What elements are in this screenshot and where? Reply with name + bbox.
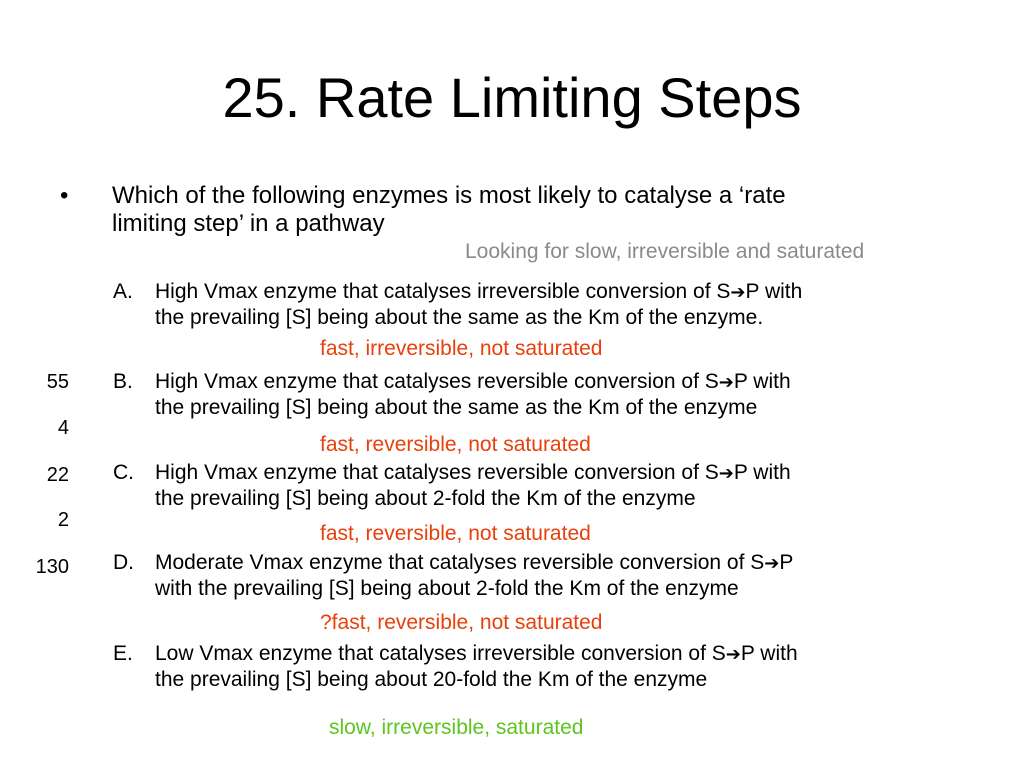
- vote-count-d: 2: [57, 509, 69, 531]
- right-arrow-icon: ➔: [718, 372, 734, 392]
- option-b-feedback: fast, reversible, not saturated: [320, 433, 591, 456]
- option-a-line2: the prevailing [S] being about the same as the Km of the enzyme.: [155, 306, 764, 329]
- option-c-feedback: fast, reversible, not saturated: [320, 522, 591, 545]
- option-a-feedback: fast, irreversible, not saturated: [320, 337, 603, 360]
- option-d-line1: Moderate Vmax enzyme that catalyses reversible conversion of S: [155, 551, 765, 574]
- right-arrow-icon: ➔: [725, 644, 741, 664]
- option-d-text: Moderate Vmax enzyme that catalyses reversible conversion of S➔P with the prevailing [S] being about 2-fold the Km of the enzyme: [155, 551, 794, 600]
- option-e-text: Low Vmax enzyme that catalyses irreversible conversion of S➔P with the prevailing [S] being about 20-fold the Km of the enzyme: [155, 642, 798, 691]
- option-e-feedback: slow, irreversible, saturated: [329, 716, 584, 739]
- option-a-text: High Vmax enzyme that catalyses irreversible conversion of S➔P with the prevailing [S] being about the same as the Km of the enzyme.: [155, 280, 803, 329]
- option-a-line1: High Vmax enzyme that catalyses irreversible conversion of S: [155, 280, 731, 303]
- vote-count-a: 55: [46, 371, 69, 393]
- option-e-letter: E.: [113, 642, 133, 665]
- right-arrow-icon: ➔: [730, 282, 746, 302]
- hint-text: Looking for slow, irreversible and saturated: [465, 240, 865, 263]
- question-text: [112, 182, 786, 238]
- option-d-letter: D.: [113, 551, 134, 574]
- right-arrow-icon: ➔: [764, 553, 780, 573]
- vote-count-e: 130: [35, 556, 69, 578]
- option-b-line1: High Vmax enzyme that catalyses reversible conversion of S: [155, 370, 719, 393]
- option-c-line1: High Vmax enzyme that catalyses reversible conversion of S: [155, 461, 719, 484]
- option-b-line2: the prevailing [S] being about the same as the Km of the enzyme: [155, 396, 758, 419]
- option-c-letter: C.: [113, 461, 134, 484]
- option-e-line1: Low Vmax enzyme that catalyses irreversible conversion of S: [155, 642, 726, 665]
- option-c-line2: the prevailing [S] being about 2-fold the Km of the enzyme: [155, 487, 696, 510]
- option-b-letter: B.: [113, 370, 133, 393]
- option-d-line2: with the prevailing [S] being about 2-fold the Km of the enzyme: [155, 577, 739, 600]
- option-b-text: High Vmax enzyme that catalyses reversible conversion of S➔P with the prevailing [S] being about the same as the Km of the enzyme: [155, 370, 791, 419]
- option-e-line2: the prevailing [S] being about 20-fold the Km of the enzyme: [155, 668, 708, 691]
- option-c-text: High Vmax enzyme that catalyses reversible conversion of S➔P with the prevailing [S] being about 2-fold the Km of the enzyme: [155, 461, 791, 510]
- vote-count-c: 22: [46, 464, 69, 486]
- slide-title: 25. Rate Limiting Steps: [222, 66, 802, 129]
- question-line-1: Which of the following enzymes is most likely to catalyse a ‘rate: [112, 182, 786, 209]
- right-arrow-icon: ➔: [718, 463, 734, 483]
- bullet-icon: •: [60, 182, 69, 209]
- option-a-letter: A.: [113, 280, 133, 303]
- option-d-feedback: ?fast, reversible, not saturated: [320, 611, 603, 634]
- question-line-2: limiting step’ in a pathway: [112, 210, 385, 237]
- vote-count-b: 4: [57, 417, 69, 439]
